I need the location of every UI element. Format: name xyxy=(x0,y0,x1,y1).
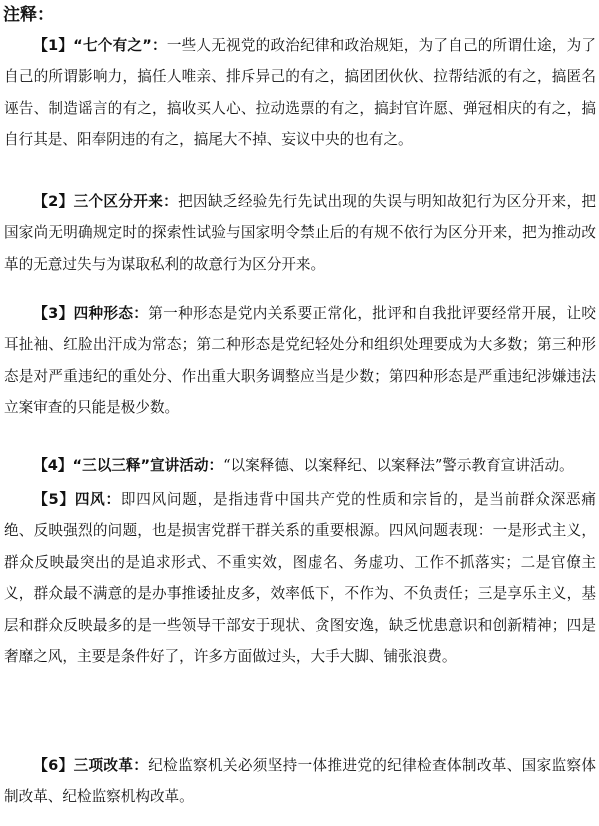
notes-heading: 注释： xyxy=(3,5,54,25)
note-marker: 【2】 xyxy=(33,193,74,210)
note-6 xyxy=(0,750,599,813)
note-term: 四种形态： xyxy=(73,305,149,322)
note-term: 三项改革： xyxy=(73,757,149,774)
note-term: “三以三释”宣讲活动： xyxy=(72,457,224,474)
note-marker: 【4】 xyxy=(33,457,73,474)
note-body: 第一种形态是党内关系要正常化，批评和自我批评要经常开展，让咬耳扯袖、红脸出汗成为常态；第二种形态是党纪轻处分和组织处理要成为大多数；第三种形态是对严重违纪的重处分、作出重大职务调整应当是少数；第四种形态是严重违纪涉嫌违法立案审查的只能是极少数。 xyxy=(4,305,596,417)
note-marker: 【6】 xyxy=(33,757,74,774)
note-term: “七个有之”： xyxy=(73,37,167,54)
note-3 xyxy=(0,298,599,424)
note-body: 把因缺乏经验先行先试出现的失误与明知故犯行为区分开来，把国家尚无明确规定时的探索性试验与国家明令禁止后的有规不依行为区分开来，把为推动改革的无意过失与为谋取私利的故意行为区分开来。 xyxy=(4,193,596,273)
note-body: 纪检监察机关必须坚持一体推进党的纪律检查体制改革、国家监察体制改革、纪检监察机构改革。 xyxy=(4,757,596,806)
note-5 xyxy=(0,484,599,672)
note-term: 三个区分开来： xyxy=(73,193,179,210)
note-body: “以案释德、以案释纪、以案释法”警示教育宣讲活动。 xyxy=(223,457,574,474)
note-marker: 【5】 xyxy=(33,491,75,508)
note-term: 四风： xyxy=(74,491,121,508)
note-marker: 【3】 xyxy=(33,305,74,322)
note-4 xyxy=(0,450,599,481)
note-1 xyxy=(0,30,599,156)
note-body: 一些人无视党的政治纪律和政治规矩，为了自己的所谓仕途，为了自己的所谓影响力，搞任人唯亲、排斥异己的有之，搞团团伙伙、拉帮结派的有之，搞匿名诬告、制造谣言的有之，搞收买人心、拉动选票的有之，搞封官许愿、弹冠相庆的有之，搞自行其是、阳奉阴违的有之，搞尾大不掉、妄议中央的也有之。 xyxy=(4,37,596,149)
note-body: 即四风问题，是指违背中国共产党的性质和宗旨的，是当前群众深恶痛绝、反映强烈的问题，也是损害党群干群关系的重要根源。四风问题表现：一是形式主义，群众反映最突出的是追求形式、不重实效，图虚名、务虚功、工作不抓落实；二是官僚主义，群众最不满意的是办事推诿扯皮多，效率低下，不作为、不负责任；三是享乐主义，基层和群众反映最多的是一些领导干部安于现状、贪图安逸，缺乏忧患意识和创新精神；四是奢靡之风，主要是条件好了，许多方面做过头，大手大脚、铺张浪费。 xyxy=(4,491,596,666)
note-2 xyxy=(0,186,599,280)
note-marker: 【1】 xyxy=(33,37,74,54)
